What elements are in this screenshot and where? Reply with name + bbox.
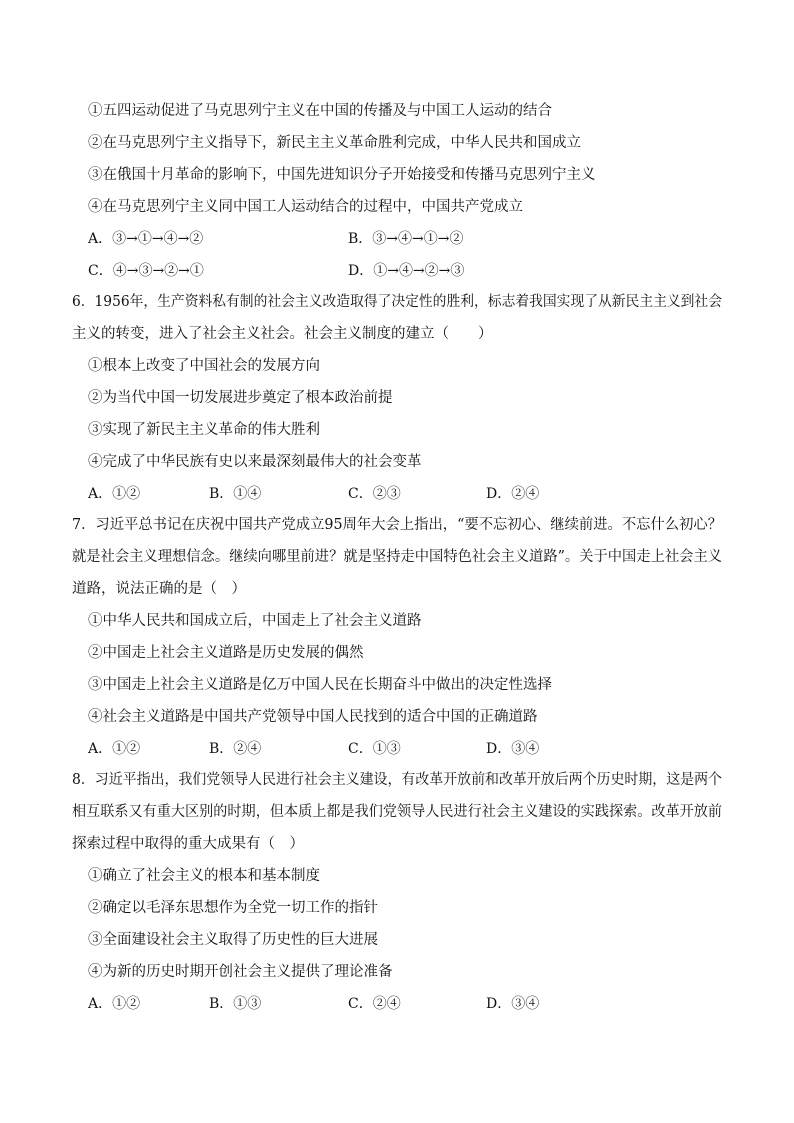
q7-stem-line-3: 道路，说法正确的是（ ） — [72, 581, 246, 597]
q8-statement-3: ③全面建设社会主义取得了历史性的巨大进展 — [88, 932, 378, 948]
q6-statement-4: ④完成了中华民族有史以来最深刻最伟大的社会变革 — [88, 454, 422, 470]
q7-option-b: B．②④ — [209, 741, 262, 757]
q8-stem-line-2: 相互联系又有重大区别的时期，但本质上都是我们党领导人民进行社会主义建设的实践探索。改革开放前 — [72, 804, 722, 820]
q6-statement-1: ①根本上改变了中国社会的发展方向 — [88, 358, 320, 374]
q7-statement-1: ①中华人民共和国成立后，中国走上了社会主义道路 — [88, 613, 422, 629]
q7-statement-3: ③中国走上社会主义道路是亿万中国人民在长期奋斗中做出的决定性选择 — [88, 677, 552, 693]
option-a: A．③→①→④→② — [88, 231, 204, 247]
q7-stem-line-2: 就是社会主义理想信念。继续向哪里前进？就是坚持走中国特色社会主义道路”。关于中国走上社会主义 — [72, 549, 723, 565]
q7-option-c: C．①③ — [348, 741, 401, 757]
q7-statement-2: ②中国走上社会主义道路是历史发展的偶然 — [88, 645, 364, 661]
q8-option-d: D．③④ — [486, 996, 540, 1012]
q8-statement-4: ④为新的历史时期开创社会主义提供了理论准备 — [88, 964, 393, 980]
statement-2: ②在马克思列宁主义指导下，新民主主义革命胜利完成，中华人民共和国成立 — [88, 135, 581, 151]
q8-option-b: B．①③ — [209, 996, 262, 1012]
q6-stem-line-2: 主义的转变，进入了社会主义社会。社会主义制度的建立（ ） — [72, 326, 493, 342]
q7-option-a: A．①② — [88, 741, 141, 757]
option-d: D．①→④→②→③ — [348, 263, 465, 279]
statement-1: ①五四运动促进了马克思列宁主义在中国的传播及与中国工人运动的结合 — [88, 103, 552, 119]
q6-statement-3: ③实现了新民主主义革命的伟大胜利 — [88, 422, 320, 438]
option-c: C．④→③→②→① — [88, 263, 204, 279]
q7-stem-line-1: 7．习近平总书记在庆祝中国共产党成立95周年大会上指出，“要不忘初心、继续前进。不忘什么初心？ — [72, 517, 723, 533]
q7-statement-4: ④社会主义道路是中国共产党领导中国人民找到的适合中国的正确道路 — [88, 709, 538, 725]
q8-statement-1: ①确立了社会主义的根本和基本制度 — [88, 868, 320, 884]
q6-option-b: B．①④ — [209, 486, 262, 502]
q6-option-c: C．②③ — [348, 486, 401, 502]
q8-statement-2: ②确定以毛泽东思想作为全党一切工作的指针 — [88, 900, 378, 916]
q6-option-d: D．②④ — [486, 486, 540, 502]
q8-stem-line-3: 探索过程中取得的重大成果有（ ） — [72, 836, 304, 852]
q8-stem-line-1: 8．习近平指出，我们党领导人民进行社会主义建设，有改革开放前和改革开放后两个历史时期，这是两个 — [72, 772, 722, 788]
q8-option-a: A．①② — [88, 996, 141, 1012]
q6-option-a: A．①② — [88, 486, 141, 502]
q8-option-c: C．②④ — [348, 996, 401, 1012]
q6-stem-line-1: 6．1956年，生产资料私有制的社会主义改造取得了决定性的胜利，标志着我国实现了从新民主主义到社会 — [72, 294, 722, 310]
q6-statement-2: ②为当代中国一切发展进步奠定了根本政治前提 — [88, 390, 393, 406]
statement-4: ④在马克思列宁主义同中国工人运动结合的过程中，中国共产党成立 — [88, 199, 523, 215]
option-b: B．③→④→①→② — [348, 231, 464, 247]
q7-option-d: D．③④ — [486, 741, 540, 757]
statement-3: ③在俄国十月革命的影响下，中国先进知识分子开始接受和传播马克思列宁主义 — [88, 167, 596, 183]
